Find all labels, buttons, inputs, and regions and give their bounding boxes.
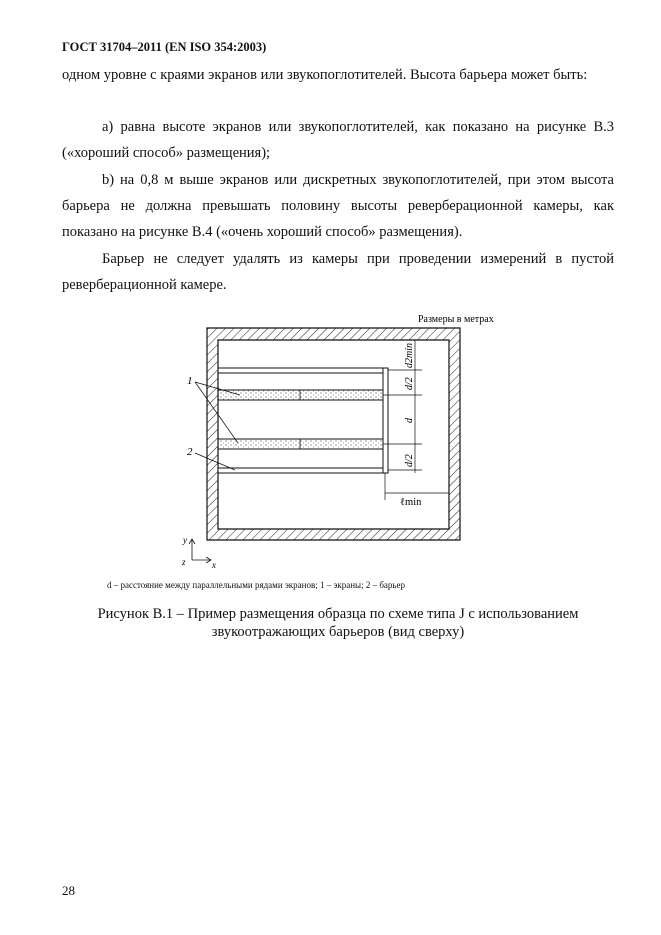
figure-b1-diagram xyxy=(160,300,560,590)
page-number: 28 xyxy=(62,883,75,898)
figure-legend: d – расстояние между параллельными рядами экранов; 1 – экраны; 2 – барьер xyxy=(107,580,406,590)
axis-y-label: y xyxy=(183,535,187,545)
dim-d2-bottom: d/2 xyxy=(404,454,415,467)
screens xyxy=(218,390,383,449)
paragraph-item-b: b) на 0,8 м выше экранов или дискретных звукопоглотителей, при этом высота барьера не должна превышать половину высоты реверберационной камеры, как показано на рисунке В.4 («очень хороший способ» размещения). xyxy=(62,172,614,240)
document-header: ГОСТ 31704–2011 (EN ISO 354:2003) xyxy=(62,40,267,54)
barrier xyxy=(218,368,388,473)
units-note: Размеры в метрах xyxy=(418,314,494,325)
caption-line-1: Рисунок В.1 – Пример размещения образца по схеме типа J с использованием xyxy=(97,606,579,622)
label-2: 2 xyxy=(187,446,193,458)
room-wall xyxy=(207,328,460,540)
axis-indicator xyxy=(189,539,211,563)
paragraph-continuation: одном уровне с краями экранов или звукопоглотителей. Высота барьера может быть: xyxy=(62,67,588,83)
dim-d: d xyxy=(404,418,415,423)
caption-line-2: звукоотражающих барьеров (вид сверху) xyxy=(211,624,465,640)
figure-caption xyxy=(62,605,614,641)
dimension-lines xyxy=(383,340,449,500)
paragraph-barrier-note: Барьер не следует удалять из камеры при проведении измерений в пустой реверберационной камере. xyxy=(62,251,614,293)
dim-d2-top: d/2 xyxy=(404,377,415,390)
diagram-svg xyxy=(160,300,560,590)
axis-z-label: z xyxy=(182,557,186,567)
paragraph-item-a: а) равна высоте экранов или звукопоглотителей, как показано на рисунке В.3 («хороший способ» размещения); xyxy=(62,119,614,161)
axis-x-label: x xyxy=(212,560,216,570)
label-1: 1 xyxy=(187,375,193,387)
dim-lmin: ℓmin xyxy=(400,497,422,508)
dim-d2min: d2min xyxy=(404,343,415,368)
